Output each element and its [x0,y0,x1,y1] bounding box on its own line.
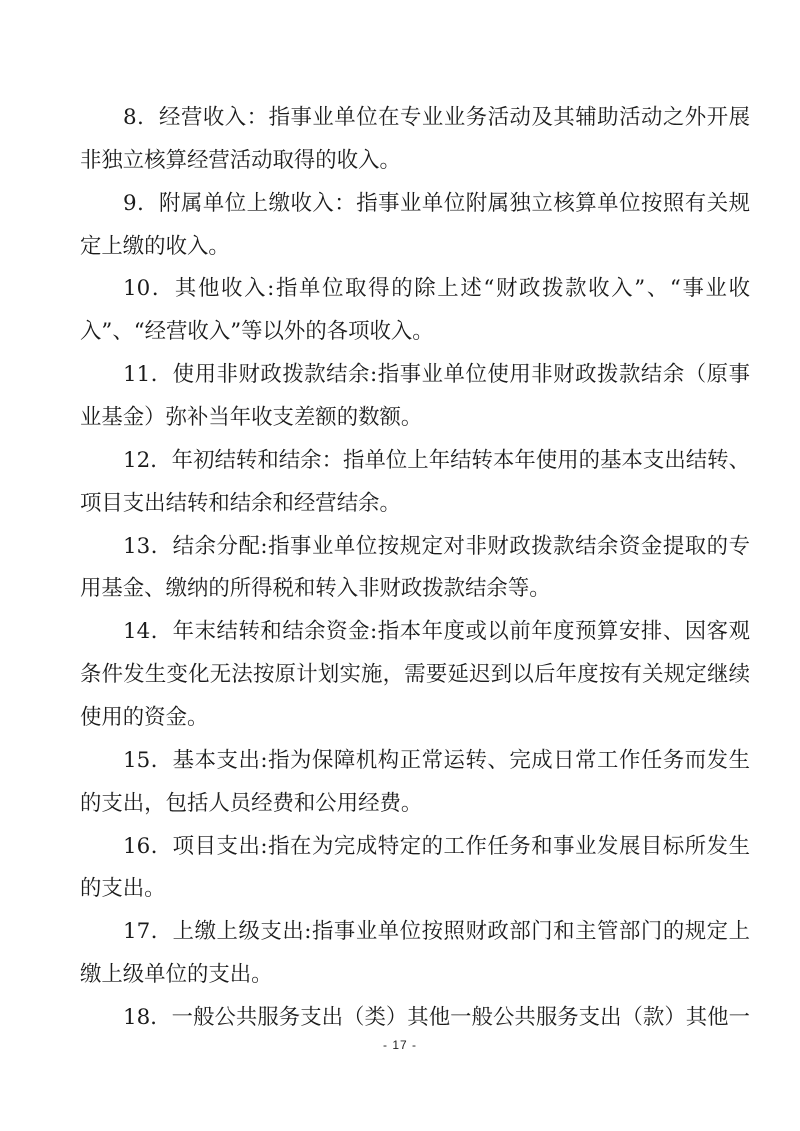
text-line: 16．项目支出:指在为完成特定的工作任务和事业发展目标所发生 [123,833,750,859]
definition-operating-income [80,97,750,183]
text-line: 缴上级单位的支出。 [80,962,273,988]
text-line: 用基金、缴纳的所得税和转入非财政拨款结余等。 [80,576,551,602]
text-line: 项目支出结转和结余和经营结余。 [80,490,401,516]
text-line: 条件发生变化无法按原计划实施，需要延迟到以后年度按有关规定继续 [80,662,750,688]
definition-surplus-distribution [80,526,750,612]
text-line: 14．年末结转和结余资金:指本年度或以前年度预算安排、因客观 [123,619,750,645]
text-line: 11．使用非财政拨款结余:指事业单位使用非财政拨款结余（原事 [123,362,750,388]
definition-general-public-services [80,997,750,1040]
text-line: 使用的资金。 [80,705,209,731]
definition-basic-expenditure [80,740,750,826]
text-line: 非独立核算经营活动取得的收入。 [80,147,401,173]
text-line: 8．经营收入：指事业单位在专业业务活动及其辅助活动之外开展 [123,105,750,130]
text-line: 12．年初结转和结余：指单位上年结转本年使用的基本支出结转、 [123,447,750,473]
definition-other-income [80,268,750,354]
text-line: 业基金）弥补当年收支差额的数额。 [80,405,423,431]
page-number: - 17 - [382,1038,417,1052]
text-line: 入”、“经营收入”等以外的各项收入。 [80,319,434,345]
document-body [80,97,750,1040]
text-line: 9．附属单位上缴收入：指事业单位附属独立核算单位按照有关规 [123,190,750,216]
text-line: 定上缴的收入。 [80,233,230,259]
text-line: 13．结余分配:指事业单位按规定对非财政拨款结余资金提取的专 [123,533,750,559]
definition-non-fiscal-surplus-use [80,354,750,440]
definition-remittance-to-superior [80,911,750,997]
text-line: 17．上缴上级支出:指事业单位按照财政部门和主管部门的规定上 [123,919,750,945]
definition-project-expenditure [80,826,750,912]
definition-year-end-carryover [80,611,750,740]
text-line: 18．一般公共服务支出（类）其他一般公共服务支出（款）其他一 [123,1005,750,1031]
text-line: 10．其他收入:指单位取得的除上述“财政拨款收入”、“事业收 [123,276,750,302]
definition-beginning-carryover [80,440,750,526]
text-line: 的支出。 [80,876,166,902]
definition-subsidiary-remittance-income [80,183,750,269]
text-line: 15．基本支出:指为保障机构正常运转、完成日常工作任务而发生 [123,747,750,773]
text-line: 的支出，包括人员经费和公用经费。 [80,790,423,816]
